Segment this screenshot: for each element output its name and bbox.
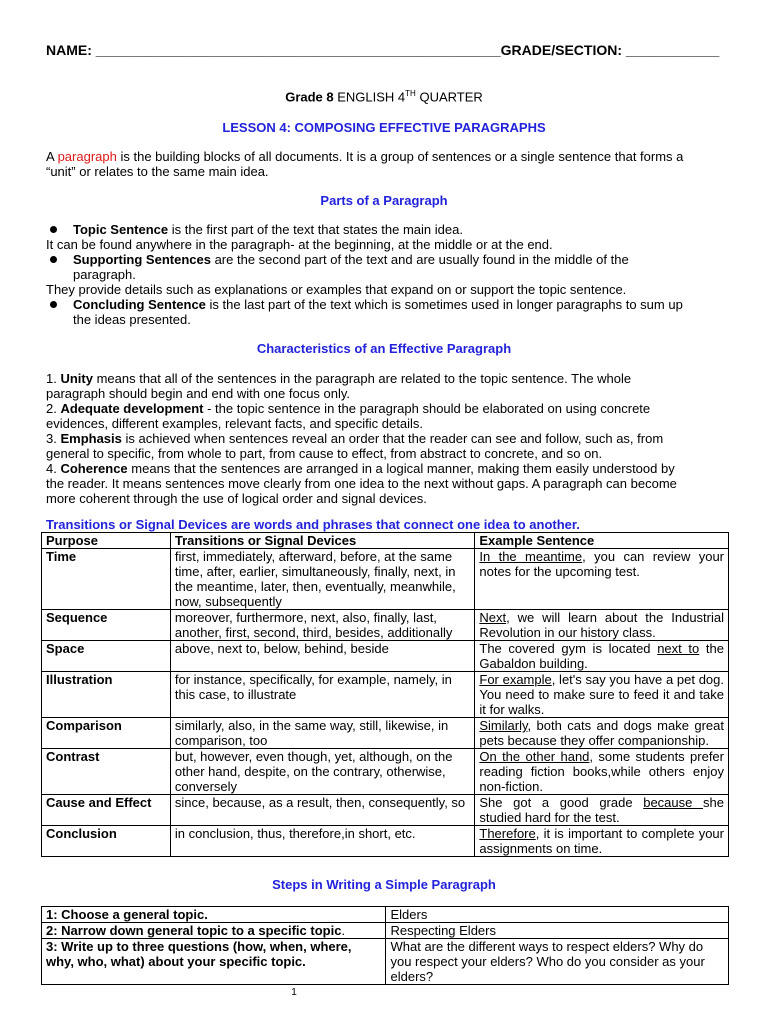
page-title	[0, 89, 768, 104]
characteristic-emphasis-cont: general to specific, from whole to part, from cause to effect, from abstract to concrete, and so on.	[46, 446, 603, 461]
example-cell: She got a good grade because she studied hard for the test.	[475, 795, 729, 826]
intro-pre: A	[46, 149, 58, 164]
supporting-sentence-item	[73, 252, 733, 282]
devices-cell: first, immediately, afterward, before, at the same time, after, earlier, simultaneously, finally, next, in the meantime, later, then, eventually, meanwhile, now, subsequently	[170, 549, 474, 610]
bullet-icon	[50, 301, 57, 308]
devices-cell: above, next to, below, behind, beside	[170, 641, 474, 672]
answer-cell: What are the different ways to respect elders? Why do you respect your elders? Who do you consider as your elders?	[386, 939, 729, 985]
table-row	[42, 749, 729, 795]
example-cell: The covered gym is located next to the Gabaldon building.	[475, 641, 729, 672]
topic-term: Topic Sentence	[73, 222, 169, 237]
devices-cell: moreover, furthermore, next, also, finally, last, another, first, second, third, besides, additionally	[170, 610, 474, 641]
table-row	[42, 641, 729, 672]
table-row	[42, 923, 729, 939]
devices-cell: similarly, also, in the same way, still, likewise, in comparison, too	[170, 718, 474, 749]
table-row	[42, 907, 729, 923]
supporting-note: They provide details such as explanations or examples that expand on or support the topic sentence.	[46, 282, 627, 297]
step-cell: 2: Narrow down general topic to a specific topic.	[42, 923, 386, 939]
transitions-heading: Transitions or Signal Devices are words and phrases that connect one idea to another.	[46, 517, 580, 532]
characteristic-unity-cont: paragraph should begin and end with one focus only.	[46, 386, 351, 401]
purpose-cell: Comparison	[42, 718, 171, 749]
table-row	[42, 672, 729, 718]
name-line	[46, 42, 719, 58]
table-row	[42, 939, 729, 985]
table-row	[42, 549, 729, 610]
transitions-table	[41, 532, 729, 857]
characteristic-development: 2. Adequate development - the topic sentence in the paragraph should be elaborated on using concrete	[46, 401, 651, 416]
bullet-icon	[50, 256, 57, 263]
concluding-sentence-item	[73, 297, 733, 327]
purpose-cell: Space	[42, 641, 171, 672]
characteristic-coherence-cont2: more coherent through the use of logical order and signal devices.	[46, 491, 427, 506]
step-cell: 3: Write up to three questions (how, when, where, why, who, what) about your specific topic.	[42, 939, 386, 985]
grade-section-blank[interactable]: ____________	[625, 42, 720, 58]
name-label: NAME:	[46, 42, 92, 58]
purpose-cell: Time	[42, 549, 171, 610]
table-row	[42, 826, 729, 857]
bullet-icon	[50, 226, 57, 233]
concluding-term: Concluding Sentence	[73, 297, 206, 312]
topic-sentence-item	[73, 222, 733, 237]
example-cell: Therefore, it is important to complete your assignments on time.	[475, 826, 729, 857]
intro-post1: is the building blocks of all documents. It is a group of sentences or a single sentence that forms a	[116, 149, 684, 164]
characteristics-list	[46, 371, 736, 506]
grade-section-label: GRADE/SECTION:	[500, 42, 623, 58]
characteristic-coherence: 4. Coherence means that the sentences are arranged in a logical manner, making them easily understood by	[46, 461, 675, 476]
subject-quarter: QUARTER	[419, 89, 483, 105]
devices-cell: but, however, even though, yet, although, on the other hand, despite, on the contrary, otherwise, conversely	[170, 749, 474, 795]
purpose-cell: Sequence	[42, 610, 171, 641]
example-cell: In the meantime, you can review your notes for the upcoming test.	[475, 549, 729, 610]
purpose-cell: Cause and Effect	[42, 795, 171, 826]
steps-heading: Steps in Writing a Simple Paragraph	[272, 877, 496, 892]
parts-heading: Parts of a Paragraph	[320, 193, 448, 208]
example-cell: On the other hand, some students prefer reading fiction books,while others enjoy non-fiction.	[475, 749, 729, 795]
topic-note: It can be found anywhere in the paragraph- at the beginning, at the middle or at the end.	[46, 237, 553, 252]
devices-cell: in conclusion, thus, therefore,in short, etc.	[170, 826, 474, 857]
supporting-term: Supporting Sentences	[73, 252, 211, 267]
example-cell: For example, let's say you have a pet dog. You need to make sure to feed it and take it for walks.	[475, 672, 729, 718]
subject-text: ENGLISH 4	[337, 89, 406, 105]
lesson-title: LESSON 4: COMPOSING EFFECTIVE PARAGRAPHS	[222, 120, 546, 135]
intro-post2: “unit” or relates to the same main idea.	[46, 164, 269, 179]
intro-term: paragraph	[57, 149, 117, 164]
concluding-text: is the last part of the text which is sometimes used in longer paragraphs to sum up	[205, 297, 683, 312]
characteristics-heading: Characteristics of an Effective Paragraph	[256, 341, 512, 356]
answer-cell: Elders	[386, 907, 729, 923]
step-cell: 1: Choose a general topic.	[42, 907, 386, 923]
supporting-text2: paragraph.	[73, 267, 136, 282]
table-row	[42, 610, 729, 641]
col-devices: Transitions or Signal Devices	[170, 533, 474, 549]
example-cell: Similarly, both cats and dogs make great pets because they offer companionship.	[475, 718, 729, 749]
table-row	[42, 795, 729, 826]
grade-text: Grade 8	[285, 89, 334, 105]
topic-text: is the first part of the text that states the main idea.	[168, 222, 463, 237]
steps-table	[41, 906, 729, 985]
characteristic-emphasis: 3. Emphasis is achieved when sentences reveal an order that the reader can see and follow, such as, from	[46, 431, 664, 446]
characteristic-unity: 1. Unity means that all of the sentences in the paragraph are related to the topic sentence. The whole	[46, 371, 632, 386]
col-purpose: Purpose	[42, 533, 171, 549]
name-blank[interactable]: ____________________________________________________	[95, 42, 501, 58]
purpose-cell: Conclusion	[42, 826, 171, 857]
characteristic-development-cont: evidences, different examples, relevant facts, and specific details.	[46, 416, 423, 431]
table-row	[42, 718, 729, 749]
purpose-cell: Illustration	[42, 672, 171, 718]
answer-cell: Respecting Elders	[386, 923, 729, 939]
table-header-row	[42, 533, 729, 549]
example-cell: Next, we will learn about the Industrial Revolution in our history class.	[475, 610, 729, 641]
characteristic-coherence-cont: the reader. It means sentences move clearly from one idea to the next without gaps. A paragraph can become	[46, 476, 677, 491]
page-number: 1	[291, 987, 297, 998]
supporting-text: are the second part of the text and are usually found in the middle of the	[210, 252, 629, 267]
col-example: Example Sentence	[475, 533, 729, 549]
purpose-cell: Contrast	[42, 749, 171, 795]
subject-sup: TH	[405, 89, 416, 98]
concluding-text2: the ideas presented.	[73, 312, 191, 327]
intro-paragraph	[46, 149, 726, 179]
devices-cell: since, because, as a result, then, consequently, so	[170, 795, 474, 826]
devices-cell: for instance, specifically, for example, namely, in this case, to illustrate	[170, 672, 474, 718]
